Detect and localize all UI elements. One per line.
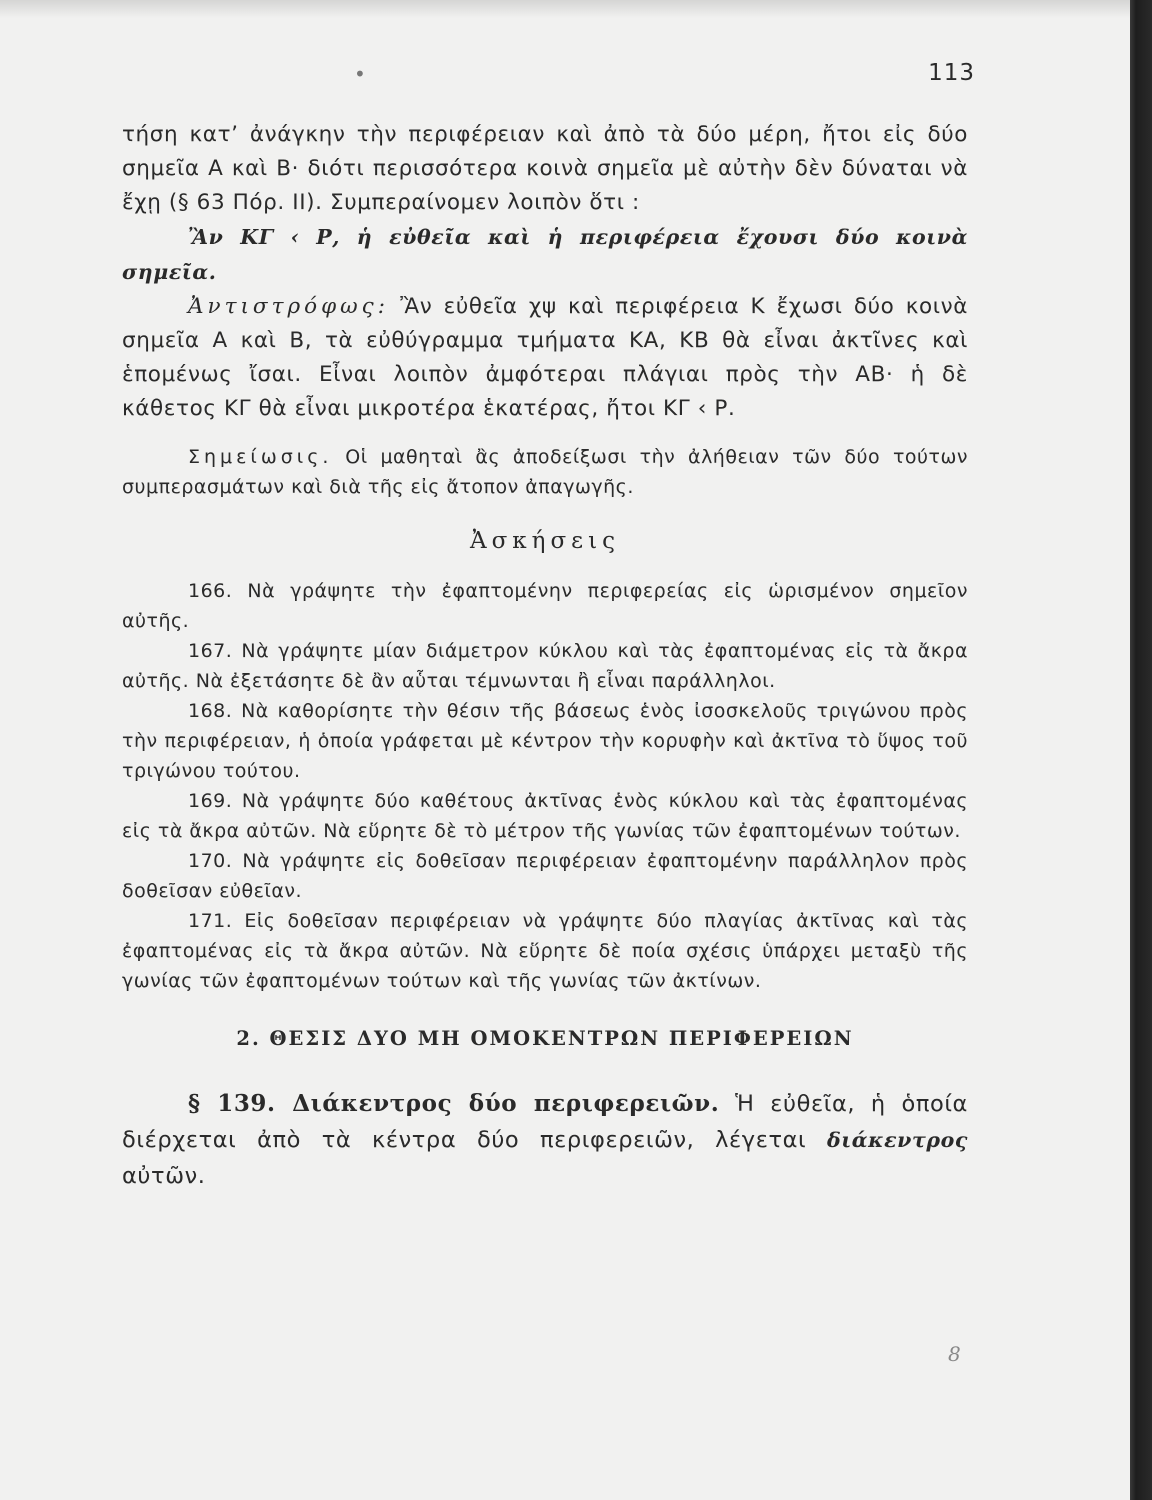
paragraph-heading: § 139. Διάκεντρος δύο περιφερειῶν.	[188, 1090, 720, 1117]
converse-paragraph	[122, 290, 968, 426]
theorem-statement	[122, 220, 968, 290]
exercise-170: 170. Νὰ γράψητε εἰς δοθεῖσαν περιφέρειαν ἐφαπτομένην παράλληλον πρὸς δοθεῖσαν εὐθεῖαν.	[122, 850, 968, 902]
print-speck: •	[354, 62, 366, 86]
exercise-166: 166. Νὰ γράψητε τὴν ἐφαπτομένην περιφερείας εἰς ὡρισμένον σημεῖον αὐτῆς.	[122, 580, 968, 632]
definition-text-after: αὐτῶν.	[122, 1163, 206, 1189]
exercise-171: 171. Εἰς δοθεῖσαν περιφέρειαν νὰ γράψητε δύο πλαγίας ἀκτῖνας καὶ τὰς ἐφαπτομένας εἰς τὰ ἄκρα αὐτῶν. Νὰ εὕρητε δὲ ποία σχέσις ὑπάρχει μεταξὺ τῆς γωνίας τῶν ἐφαπτομένων τούτων καὶ τῆς γωνίας τῶν ἀκτίνων.	[122, 910, 968, 992]
section-title: 2. ΘΕΣΙΣ ΔΥΟ ΜΗ ΟΜΟΚΕΝΤΡΩΝ ΠΕΡΙΦΕΡΕΙΩΝ	[236, 1027, 854, 1050]
converse-text: Ἂν εὐθεῖα χψ καὶ περιφέρεια Κ ἔχωσι δύο κοινὰ σημεῖα Α καὶ Β, τὰ εὐθύγραμμα τμήματα ΚΑ, ΚΒ θὰ εἶναι ἀκτῖνες καὶ ἑπομένως ἴσαι. Εἶναι λοιπὸν ἀμφότεραι πλάγιαι πρὸς τὴν ΑΒ· ἡ δὲ κάθετος ΚΓ θὰ εἶναι μικροτέρα ἑκατέρας, ἤτοι ΚΓ ‹ Ρ.	[122, 294, 968, 421]
note-text: Οἱ μαθηταὶ ἂς ἀποδείξωσι τὴν ἀλήθειαν τῶν δύο τούτων συμπερασμάτων καὶ διὰ τῆς εἰς ἄτοπον ἀπαγωγῆς.	[122, 446, 968, 498]
page-content	[122, 118, 968, 1194]
page-number: 113	[928, 60, 975, 86]
theorem-text: Ἂν ΚΓ ‹ Ρ, ἡ εὐθεῖα καὶ ἡ περιφέρεια ἔχουσι δύο κοινὰ σημεῖα.	[122, 225, 968, 284]
binding-edge	[1130, 0, 1152, 1500]
note-label: Σημείωσις.	[188, 446, 333, 468]
signature-mark: 8	[948, 1342, 961, 1366]
definition-paragraph	[122, 1086, 968, 1194]
exercise-169: 169. Νὰ γράψητε δύο καθέτους ἀκτῖνας ἑνὸς κύκλου καὶ τὰς ἐφαπτομένας εἰς τὰ ἄκρα αὐτῶν. Νὰ εὕρητε δὲ τὸ μέτρον τῆς γωνίας τῶν ἐφαπτομένων τούτων.	[122, 790, 968, 842]
converse-label: Ἀντιστρόφως:	[188, 294, 389, 319]
page-top-shadow	[0, 0, 1130, 18]
paragraph-continuation: τήση κατ’ ἀνάγκην τὴν περιφέρειαν καὶ ἀπὸ τὰ δύο μέρη, ἤτοι εἰς δύο σημεῖα Α καὶ Β· διότι περισσότερα κοινὰ σημεῖα μὲ αὐτὴν δὲν δύναται νὰ ἔχῃ (§ 63 Πόρ. ΙΙ). Συμπεραίνομεν λοιπὸν ὅτι :	[122, 122, 968, 215]
exercise-168: 168. Νὰ καθορίσητε τὴν θέσιν τῆς βάσεως ἑνὸς ἰσοσκελοῦς τριγώνου πρὸς τὴν περιφέρειαν, ἡ ὁποία γράφεται μὲ κέντρον τὴν κορυφὴν καὶ ἀκτῖνα τὸ ὕψος τοῦ τριγώνου τούτου.	[122, 700, 968, 782]
definition-text-before: Ἡ εὐθεῖα, ἡ ὁποία διέρχεται ἀπὸ τὰ κέντρα δύο περιφερειῶν, λέγεται	[122, 1091, 968, 1153]
exercises-heading: Ἀσκήσεις	[470, 528, 620, 554]
exercise-167: 167. Νὰ γράψητε μίαν διάμετρον κύκλου καὶ τὰς ἐφαπτομένας εἰς τὰ ἄκρα αὐτῆς. Νὰ ἐξετάσητε δὲ ἂν αὗται τέμνωνται ἢ εἶναι παράλληλοι.	[122, 640, 968, 692]
note-paragraph	[122, 442, 968, 502]
defined-term: διάκεντρος	[826, 1128, 968, 1152]
